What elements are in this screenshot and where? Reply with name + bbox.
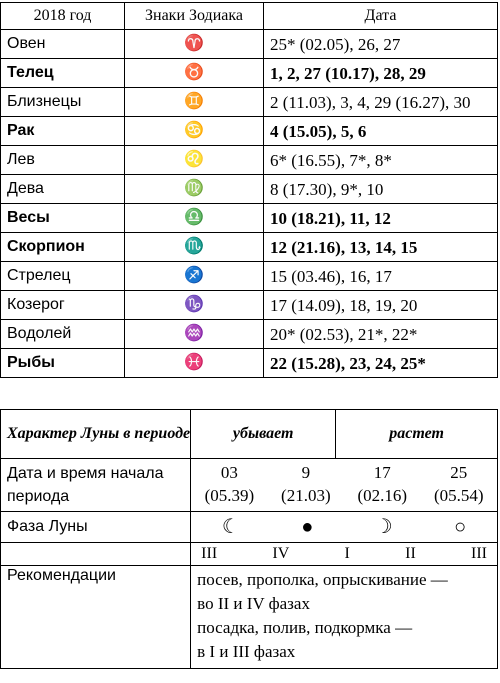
zodiac-row	[1, 175, 498, 204]
moon-character-row	[1, 410, 498, 459]
sign-dates: 1, 2, 27 (10.17), 28, 29	[264, 59, 498, 88]
recommendation-line: в I и III фазах	[197, 642, 296, 661]
sign-dates: 15 (03.46), 16, 17	[264, 262, 498, 291]
recommendations-text	[191, 566, 498, 669]
moon-table	[0, 409, 498, 669]
sign-name: Рыбы	[1, 349, 125, 378]
sign-dates: 17 (14.09), 18, 19, 20	[264, 291, 498, 320]
period-entry	[434, 462, 484, 508]
header-date: Дата	[264, 3, 498, 30]
sign-name: Дева	[1, 175, 125, 204]
full-moon-icon: ○	[454, 516, 467, 538]
zodiac-symbol-icon: ♊	[125, 88, 264, 117]
zodiac-row	[1, 320, 498, 349]
waxing-moon-icon: ☽	[374, 516, 393, 538]
waning-label: убывает	[191, 410, 336, 459]
sign-name: Стрелец	[1, 262, 125, 291]
sign-name: Рак	[1, 117, 125, 146]
phase-number: II	[405, 545, 416, 562]
phase-row	[1, 512, 498, 543]
zodiac-row	[1, 262, 498, 291]
sign-dates: 4 (15.05), 5, 6	[264, 117, 498, 146]
zodiac-row	[1, 291, 498, 320]
zodiac-row	[1, 233, 498, 262]
new-moon-icon: ●	[301, 516, 314, 538]
zodiac-row	[1, 204, 498, 233]
zodiac-symbol-icon: ♒	[125, 320, 264, 349]
sign-dates: 2 (11.03), 3, 4, 29 (16.27), 30	[264, 88, 498, 117]
zodiac-symbol-icon: ♑	[125, 291, 264, 320]
phase-number: IV	[272, 545, 290, 562]
header-year: 2018 год	[1, 3, 125, 30]
sign-dates: 12 (21.16), 13, 14, 15	[264, 233, 498, 262]
sign-dates: 6* (16.55), 7*, 8*	[264, 146, 498, 175]
empty-cell	[1, 543, 191, 566]
sign-name: Скорпион	[1, 233, 125, 262]
waxing-label: растет	[336, 410, 498, 459]
sign-name: Козерог	[1, 291, 125, 320]
period-time: (05.39)	[204, 486, 255, 505]
phase-label: Фаза Луны	[1, 512, 191, 543]
zodiac-row	[1, 59, 498, 88]
sign-name: Близнецы	[1, 88, 125, 117]
phase-number: III	[201, 545, 218, 562]
sign-dates: 8 (17.30), 9*, 10	[264, 175, 498, 204]
zodiac-row	[1, 30, 498, 59]
period-day: 17	[373, 463, 391, 483]
zodiac-header-row	[1, 3, 498, 30]
recommendation-line: посев, прополка, опрыскивание —	[197, 570, 448, 589]
sign-dates: 10 (18.21), 11, 12	[264, 204, 498, 233]
waning-moon-icon: ☾	[221, 516, 240, 538]
period-entry	[205, 462, 255, 508]
zodiac-symbol-icon: ♍	[125, 175, 264, 204]
period-day: 03	[220, 463, 238, 483]
recommendations-row	[1, 566, 498, 669]
sign-name: Весы	[1, 204, 125, 233]
phase-number: III	[471, 545, 487, 562]
zodiac-row	[1, 349, 498, 378]
sign-name: Лев	[1, 146, 125, 175]
sign-name: Водолей	[1, 320, 125, 349]
moon-character-label: Характер Луны в периоде	[1, 410, 191, 459]
period-day: 9	[301, 463, 311, 483]
datetime-label: Дата и время начала периода	[1, 459, 191, 512]
period-day: 25	[450, 463, 468, 483]
datetime-row	[1, 459, 498, 512]
zodiac-symbol-icon: ♎	[125, 204, 264, 233]
zodiac-symbol-icon: ♈	[125, 30, 264, 59]
phase-icons	[191, 512, 498, 543]
sign-name: Телец	[1, 59, 125, 88]
zodiac-symbol-icon: ♓	[125, 349, 264, 378]
period-entry	[358, 462, 408, 508]
zodiac-table	[0, 2, 498, 378]
sign-name: Овен	[1, 30, 125, 59]
recommendation-line: посадка, полив, подкормка —	[197, 618, 413, 637]
period-time: (21.03)	[281, 486, 331, 505]
recommendation-line: во II и IV фазах	[197, 594, 310, 613]
zodiac-row	[1, 88, 498, 117]
sign-dates: 20* (02.53), 21*, 22*	[264, 320, 498, 349]
sign-dates: 22 (15.28), 23, 24, 25*	[264, 349, 498, 378]
zodiac-symbol-icon: ♌	[125, 146, 264, 175]
sign-dates: 25* (02.05), 26, 27	[264, 30, 498, 59]
phase-number-row	[1, 543, 498, 566]
zodiac-symbol-icon: ♋	[125, 117, 264, 146]
zodiac-symbol-icon: ♏	[125, 233, 264, 262]
header-signs: Знаки Зодиака	[125, 3, 264, 30]
period-time: (05.54)	[433, 486, 484, 505]
zodiac-symbol-icon: ♉	[125, 59, 264, 88]
recommendations-label: Рекомендации	[1, 566, 191, 669]
zodiac-row	[1, 146, 498, 175]
zodiac-symbol-icon: ♐	[125, 262, 264, 291]
zodiac-row	[1, 117, 498, 146]
period-time: (02.16)	[357, 486, 408, 505]
phase-numbers	[191, 543, 498, 566]
phase-number: I	[344, 545, 350, 562]
period-entry	[281, 462, 331, 508]
period-values	[191, 459, 498, 512]
